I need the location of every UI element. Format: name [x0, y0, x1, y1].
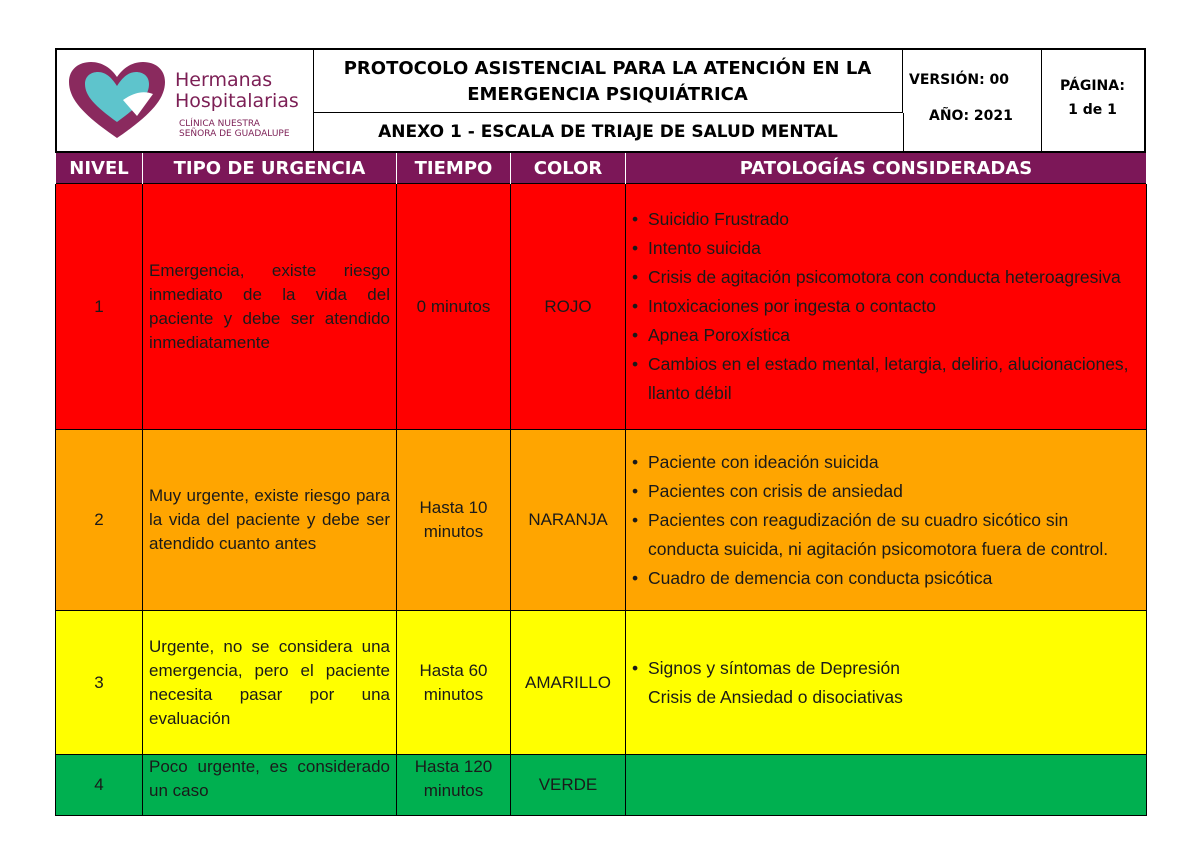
patologias-cell — [626, 611, 1147, 755]
table-row — [56, 184, 1147, 430]
list-item: • Suicidio Frustrado — [632, 205, 1140, 234]
color-cell: VERDE — [511, 755, 626, 816]
list-item: • Intoxicaciones por ingesta o contacto — [632, 292, 1140, 321]
patologias-cell — [626, 755, 1147, 816]
table-header-row — [56, 153, 1147, 184]
heart-logo-icon — [67, 60, 167, 142]
tiempo-cell — [397, 755, 511, 816]
list-item: • Intento suicida — [632, 234, 1140, 263]
tipo-cell: Poco urgente, es considerado un caso — [143, 755, 397, 816]
list-item: Crisis de Ansiedad o disociativas — [648, 686, 903, 707]
list-item: • Pacientes con reagudización de su cuadro sicótico sin conducta suicida, ni agitación psicomotora fuera de control. — [632, 506, 1140, 564]
tiempo-line1: Hasta 10 — [419, 498, 488, 517]
tiempo-cell: 0 minutos — [397, 184, 511, 430]
logo-sub-line2: SEÑORA DE GUADALUPE — [179, 129, 290, 139]
tiempo-line1: Hasta 60 — [419, 660, 488, 680]
patologias-cell — [626, 430, 1147, 611]
col-header-tiempo: TIEMPO — [397, 153, 511, 184]
patologias-list — [632, 448, 1140, 593]
col-header-tipo: TIPO DE URGENCIA — [143, 153, 397, 184]
page-box — [1041, 50, 1144, 151]
tiempo-line2: minutos — [423, 684, 484, 704]
list-item: • Apnea Poroxística — [632, 321, 1140, 350]
col-header-nivel: NIVEL — [56, 153, 143, 184]
logo-brand-line1: Hermanas — [175, 69, 273, 91]
version-label: VERSIÓN: 00 — [909, 72, 1010, 88]
list-item: • Signos y síntomas de Depresión — [632, 654, 1140, 683]
list-item: • Pacientes con crisis de ansiedad — [632, 477, 1140, 506]
page-number: 1 de 1 — [1068, 102, 1117, 118]
tipo-cell: Emergencia, existe riesgo inmediato de la vida del paciente y debe ser atendido inmediatamente — [143, 184, 397, 430]
patologias-cell — [626, 184, 1147, 430]
col-header-color: COLOR — [511, 153, 626, 184]
nivel-cell: 2 — [56, 430, 143, 611]
annex-title: ANEXO 1 - ESCALA DE TRIAJE DE SALUD MENTAL — [313, 113, 904, 151]
table-row — [56, 755, 1147, 816]
page-label: PÁGINA: — [1060, 78, 1125, 94]
logo-brand-line2: Hospitalarias — [175, 90, 299, 112]
color-cell: ROJO — [511, 184, 626, 430]
list-item: • Cuadro de demencia con conducta psicótica — [632, 564, 1140, 593]
color-cell: NARANJA — [511, 430, 626, 611]
tiempo-cell — [397, 611, 511, 755]
nivel-cell: 4 — [56, 755, 143, 816]
tipo-cell: Muy urgente, existe riesgo para la vida del paciente y debe ser atendido cuanto antes — [143, 430, 397, 611]
tiempo-line1: Hasta 120 — [414, 757, 493, 776]
nivel-cell: 3 — [56, 611, 143, 755]
nivel-cell: 1 — [56, 184, 143, 430]
patologias-list — [632, 654, 1140, 712]
col-header-patologias: PATOLOGÍAS CONSIDERADAS — [626, 153, 1147, 184]
tiempo-line2: minutos — [423, 522, 484, 541]
table-row — [56, 611, 1147, 755]
institution-logo — [57, 50, 314, 151]
table-row — [56, 430, 1147, 611]
list-item: • Paciente con ideación suicida — [632, 448, 1140, 477]
document-page — [55, 48, 1146, 818]
document-header — [55, 48, 1146, 153]
tipo-cell: Urgente, no se considera una emergencia, pero el paciente necesita pasar por una evaluación — [143, 611, 397, 755]
tiempo-line2: minutos — [423, 781, 484, 800]
year-label: AÑO: 2021 — [929, 108, 1013, 124]
document-title — [313, 50, 903, 113]
logo-sub-line1: CLÍNICA NUESTRA — [179, 119, 260, 129]
triage-table — [55, 153, 1147, 816]
title-line2: EMERGENCIA PSIQUIÁTRICA — [467, 84, 748, 105]
color-cell: AMARILLO — [511, 611, 626, 755]
title-line1: PROTOCOLO ASISTENCIAL PARA LA ATENCIÓN EN LA — [343, 58, 872, 79]
patologias-list — [632, 205, 1140, 408]
list-item: • Crisis de agitación psicomotora con conducta heteroagresiva — [632, 263, 1140, 292]
list-item: • Cambios en el estado mental, letargia, delirio, alucionaciones, llanto débil — [632, 350, 1140, 408]
tiempo-cell — [397, 430, 511, 611]
version-box — [903, 50, 1042, 151]
